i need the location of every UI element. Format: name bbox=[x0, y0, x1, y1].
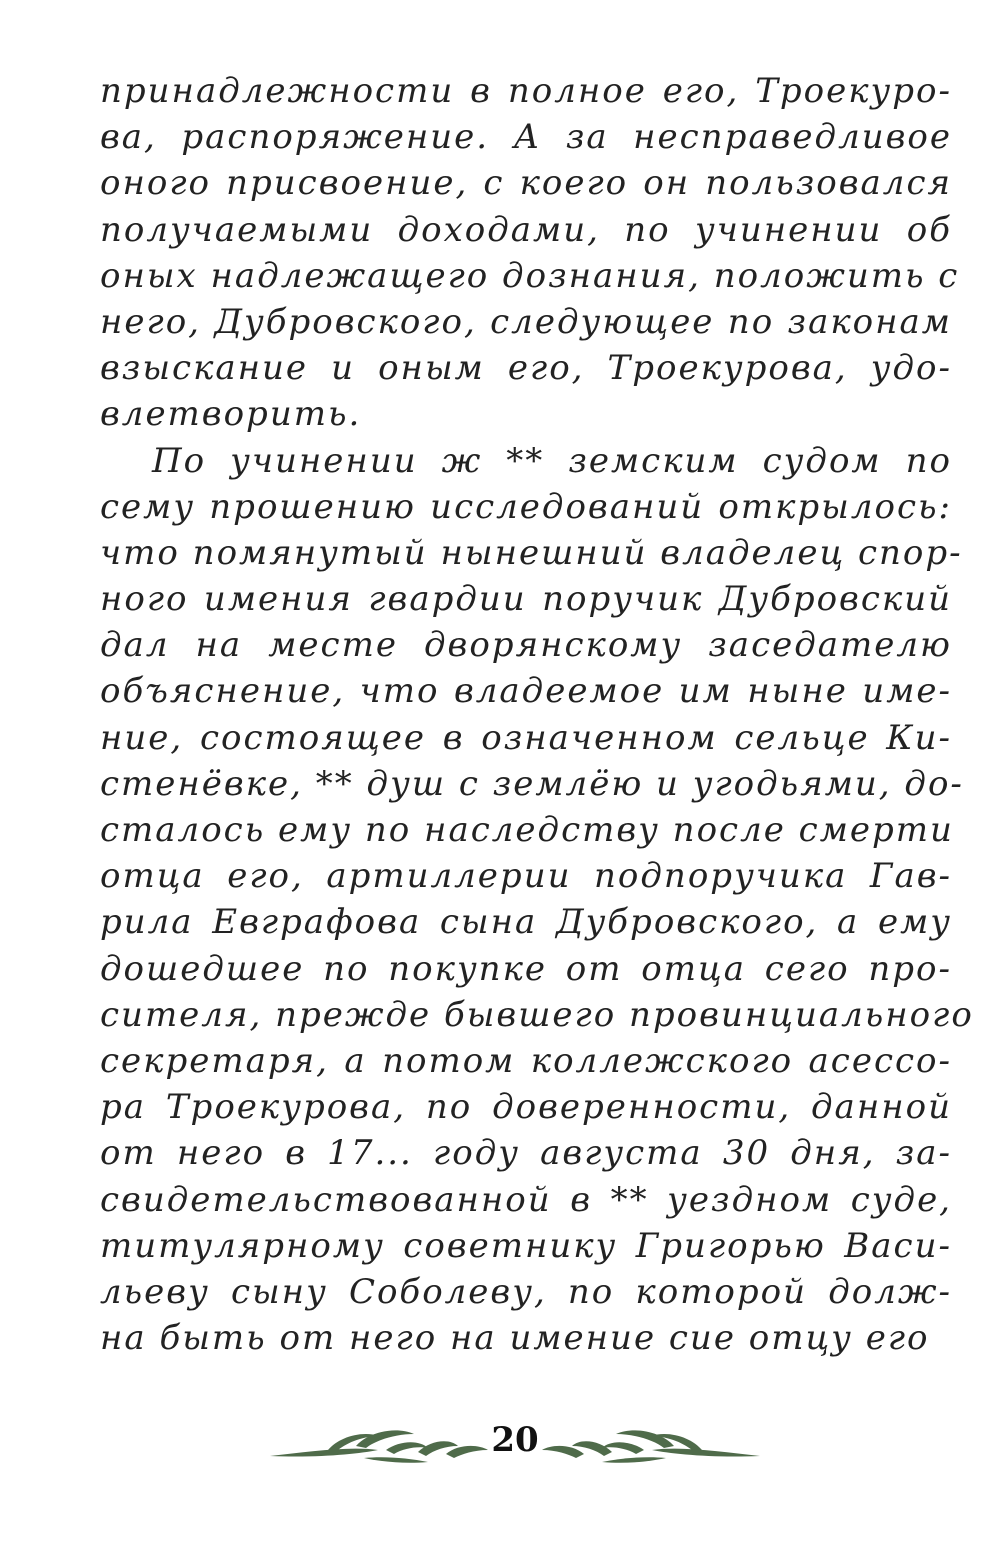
left-flourish-ornament bbox=[268, 1416, 490, 1470]
text-line: принадлежности в полное его, Троекуро- bbox=[100, 71, 952, 111]
text-line: дошедшее по покупке от отца сего про- bbox=[100, 948, 952, 989]
text-line: влетворить. bbox=[100, 394, 362, 435]
text-line: ного имения гвардии поручик Дубровский bbox=[100, 579, 952, 620]
text-line: от него в 17... году августа 30 дня, за- bbox=[100, 1133, 952, 1174]
text-line: сителя, прежде бывшего провинциального bbox=[100, 994, 974, 1035]
text-line: титулярному советнику Григорью Васи- bbox=[100, 1225, 952, 1266]
text-line: что помянутый нынешний владелец спор- bbox=[100, 532, 963, 573]
text-line: льеву сыну Соболеву, по которой долж- bbox=[100, 1271, 952, 1312]
right-flourish-ornament bbox=[540, 1416, 762, 1470]
text-line: секретаря, а потом коллежского асессо- bbox=[100, 1040, 952, 1081]
page-footer bbox=[0, 1408, 1000, 1478]
text-line: отца его, артиллерии подпоручика Гав- bbox=[100, 856, 952, 897]
text-line: сему прошению исследований открылось: bbox=[100, 486, 952, 527]
text-line: оного присвоение, с коего он пользовался bbox=[100, 163, 952, 204]
text-line: ние, состоящее в означенном сельце Ки- bbox=[100, 717, 952, 758]
text-line: взыскание и оным его, Троекурова, удо- bbox=[100, 348, 952, 389]
text-line: свидетельствованной в ** уездном суде, bbox=[100, 1179, 952, 1220]
text-line: сталось ему по наследству после смерти bbox=[100, 810, 954, 850]
body-text bbox=[100, 68, 974, 1361]
text-line: дал на месте дворянскому заседателю bbox=[100, 625, 952, 666]
text-line: оных надлежащего дознания, положить с bbox=[100, 255, 960, 296]
text-line: ва, распоряжение. А за несправедливое bbox=[100, 117, 952, 158]
page-number: 20 bbox=[491, 1420, 539, 1460]
text-line: рила Евграфова сына Дубровского, а ему bbox=[100, 902, 952, 943]
text-line: на быть от него на имение сие отцу его bbox=[100, 1318, 930, 1359]
text-line: него, Дубровского, следующее по законам bbox=[100, 301, 952, 342]
text-line: По учинении ж ** земским судом по bbox=[152, 440, 952, 481]
text-line: объяснение, что владеемое им ныне име- bbox=[100, 671, 952, 712]
text-line: ра Троекурова, по доверенности, данной bbox=[100, 1087, 952, 1128]
text-line: получаемыми доходами, по учинении об bbox=[100, 209, 952, 250]
text-line: стенёвке, ** душ с землёю и угодьями, до- bbox=[100, 763, 964, 804]
